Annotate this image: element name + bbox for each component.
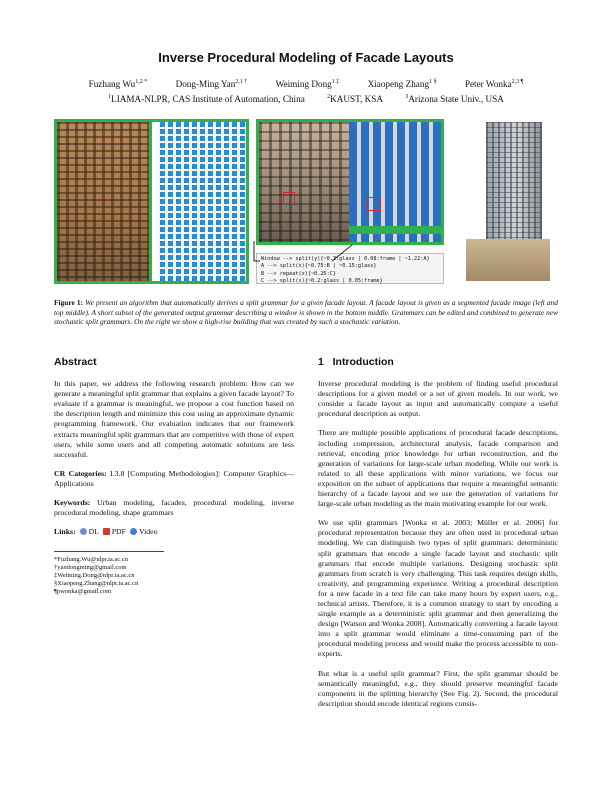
dl-link[interactable]: DL bbox=[88, 527, 99, 537]
rendered-building bbox=[456, 119, 558, 284]
footnote: †yandongming@gmail.com bbox=[54, 564, 127, 572]
intro-paragraph: Inverse procedural modeling is the problem of finding useful procedural descriptions for a given model or a set of given models. In our work, we consider a facade layout as input and automatically compute a useful procedural description as output. bbox=[318, 379, 558, 419]
links-row: Links: DL PDF Video bbox=[54, 527, 158, 537]
grammar-line: B --> repeat(x){~0.25:C} bbox=[261, 270, 336, 277]
footnote: *Fuzhang.Wu@nlpr.ia.ac.cn bbox=[54, 556, 128, 564]
abstract-body: In this paper, we address the following research problem: How can we generate a meaningful split grammar that explains a given facade layout? To evaluate if a grammar is meaningful, we propose a cost function based on the description length and minimize this cost using an approximate dynamic programming framework. Our evaluation indicates that our framework extracts meaningful split grammars that are competitive with those of expert users, while some users and all competing automatic solutions are less successful. bbox=[54, 379, 294, 459]
grammar-line: Window --> split(y){~0.3:glass | 0.08:frame | ~1.22:A} bbox=[261, 256, 430, 262]
figure-arrows bbox=[234, 237, 384, 267]
paper-title: Inverse Procedural Modeling of Facade Layouts bbox=[158, 50, 454, 65]
footnotes bbox=[54, 551, 164, 596]
footnote: ‡Weiming.Dong@nlpr.ia.ac.cn bbox=[54, 572, 135, 580]
video-icon bbox=[130, 528, 137, 535]
affiliation-list bbox=[0, 91, 612, 106]
grammar-line: C --> split(x){~0.2:glass | 0.05:frame} bbox=[261, 277, 383, 284]
dl-icon bbox=[80, 528, 87, 535]
affiliation: $^1$LIAMA-NLPR, CAS Institute of Automation, China bbox=[108, 94, 305, 105]
author-list bbox=[0, 76, 612, 91]
intro-paragraph: But what is a useful split grammar? First, the split grammar should be semantically meaningful, e.g., they should preserve meaningful facade components in the splitting hierarchy (See Fig. 2). Second, the procedural description should encode identical regions consis- bbox=[318, 668, 558, 708]
intro-paragraph: There are multiple possible applications of procedural facade descriptions, including compression, architectural analysis, facade comparison and retrieval, encoding prior knowledge for urban reconstruction, and the generation of variations for large-scale urban modeling. While our work is related to all these applications with minor variations, we focus our exposition on the subset of applications that require a meaningful semantic hierarchy of a facade layout and we use the generation of variations for large-scale urban modeling as the main motivating example for our work. bbox=[318, 428, 558, 509]
facade-detail bbox=[256, 119, 444, 245]
figure-1 bbox=[54, 119, 558, 284]
facade-photo-detail bbox=[259, 122, 349, 242]
highlight-window bbox=[367, 197, 381, 211]
video-link[interactable]: Video bbox=[138, 527, 158, 537]
segmented-detail bbox=[349, 122, 441, 242]
pdf-icon bbox=[103, 528, 110, 535]
highlight-photo-window bbox=[283, 192, 295, 204]
author: Weiming Dong$^{1 \ddagger}$ bbox=[275, 79, 340, 90]
author-block bbox=[0, 76, 612, 106]
abstract-heading: Abstract bbox=[54, 356, 97, 368]
footnote: §Xiaopeng.Zhang@nlpr.ia.ac.cn bbox=[54, 580, 139, 588]
right-column bbox=[318, 357, 558, 718]
author: Fuzhang $Wu^{1,2 *}$ bbox=[88, 79, 148, 90]
affiliation: $^3$Arizona State Univ., USA bbox=[405, 94, 504, 105]
cr-categories: CR Categories: I.3.8 [Computing Methodologies]: Computer Graphics—Applications bbox=[54, 468, 295, 488]
facade-photo bbox=[54, 119, 152, 284]
figure-caption: Figure 1: We present an algorithm that automatically derives a split grammar for a given facade layout. A facade layout is given as a segmented facade image (left and top middle). A short subset of the generated output grammar describing a window is shown in the bottom middle. Grammars can be edited and combined to generate new stochastic split grammars. On the right we show a high-rise building that was created by such a stochastic variation. bbox=[54, 298, 558, 326]
intro-heading: 1 Introduction bbox=[318, 356, 394, 368]
left-column bbox=[54, 357, 294, 596]
intro-paragraph: We use split grammars [Wonka et al. 2003; Müller et al. 2006] for procedural representation because they are often used in procedural urban modeling. We can distinguish two types of split grammars: deterministic split grammars that encode a single facade layout and stochastic split grammars that encode multiple variations. Designing stochastic split grammars from scratch is very challenging. This task requires design skills, creativity, and programming experience. Writing a procedural description for a new facade in a text file can take many hours by expert users, e.g., technical artists. Therefore, it is a common strategy to start by encoding a single example as a deterministic split grammar and then generalizing the design [Watson and Wonka 2008]. Automatically converting a facade layout into a split grammar would eliminate a time-consuming part of the procedural modeling process and would make the process accessible to non-experts. bbox=[318, 518, 558, 659]
author: Peter Wonka$^{2,3 \P}$ bbox=[464, 79, 524, 90]
pdf-link[interactable]: PDF bbox=[111, 527, 126, 537]
tower bbox=[486, 122, 542, 252]
footnote: ¶pwonka@gmail.com bbox=[54, 588, 112, 596]
author: Dong-Ming Yan$^{2,1 \dagger}$ bbox=[175, 79, 248, 90]
podium bbox=[466, 239, 550, 281]
keywords: Keywords: Urban modeling, facades, procedural modeling, inverse procedural modeling, shape grammars bbox=[54, 498, 295, 518]
affiliation: $^2$KAUST, KSA bbox=[327, 94, 383, 105]
author: Xiaopeng Zhang$^{1 \S}$ bbox=[367, 79, 437, 90]
grammar-line: A --> split(x){~0.75:B | ~0.15:glass} bbox=[261, 263, 377, 270]
